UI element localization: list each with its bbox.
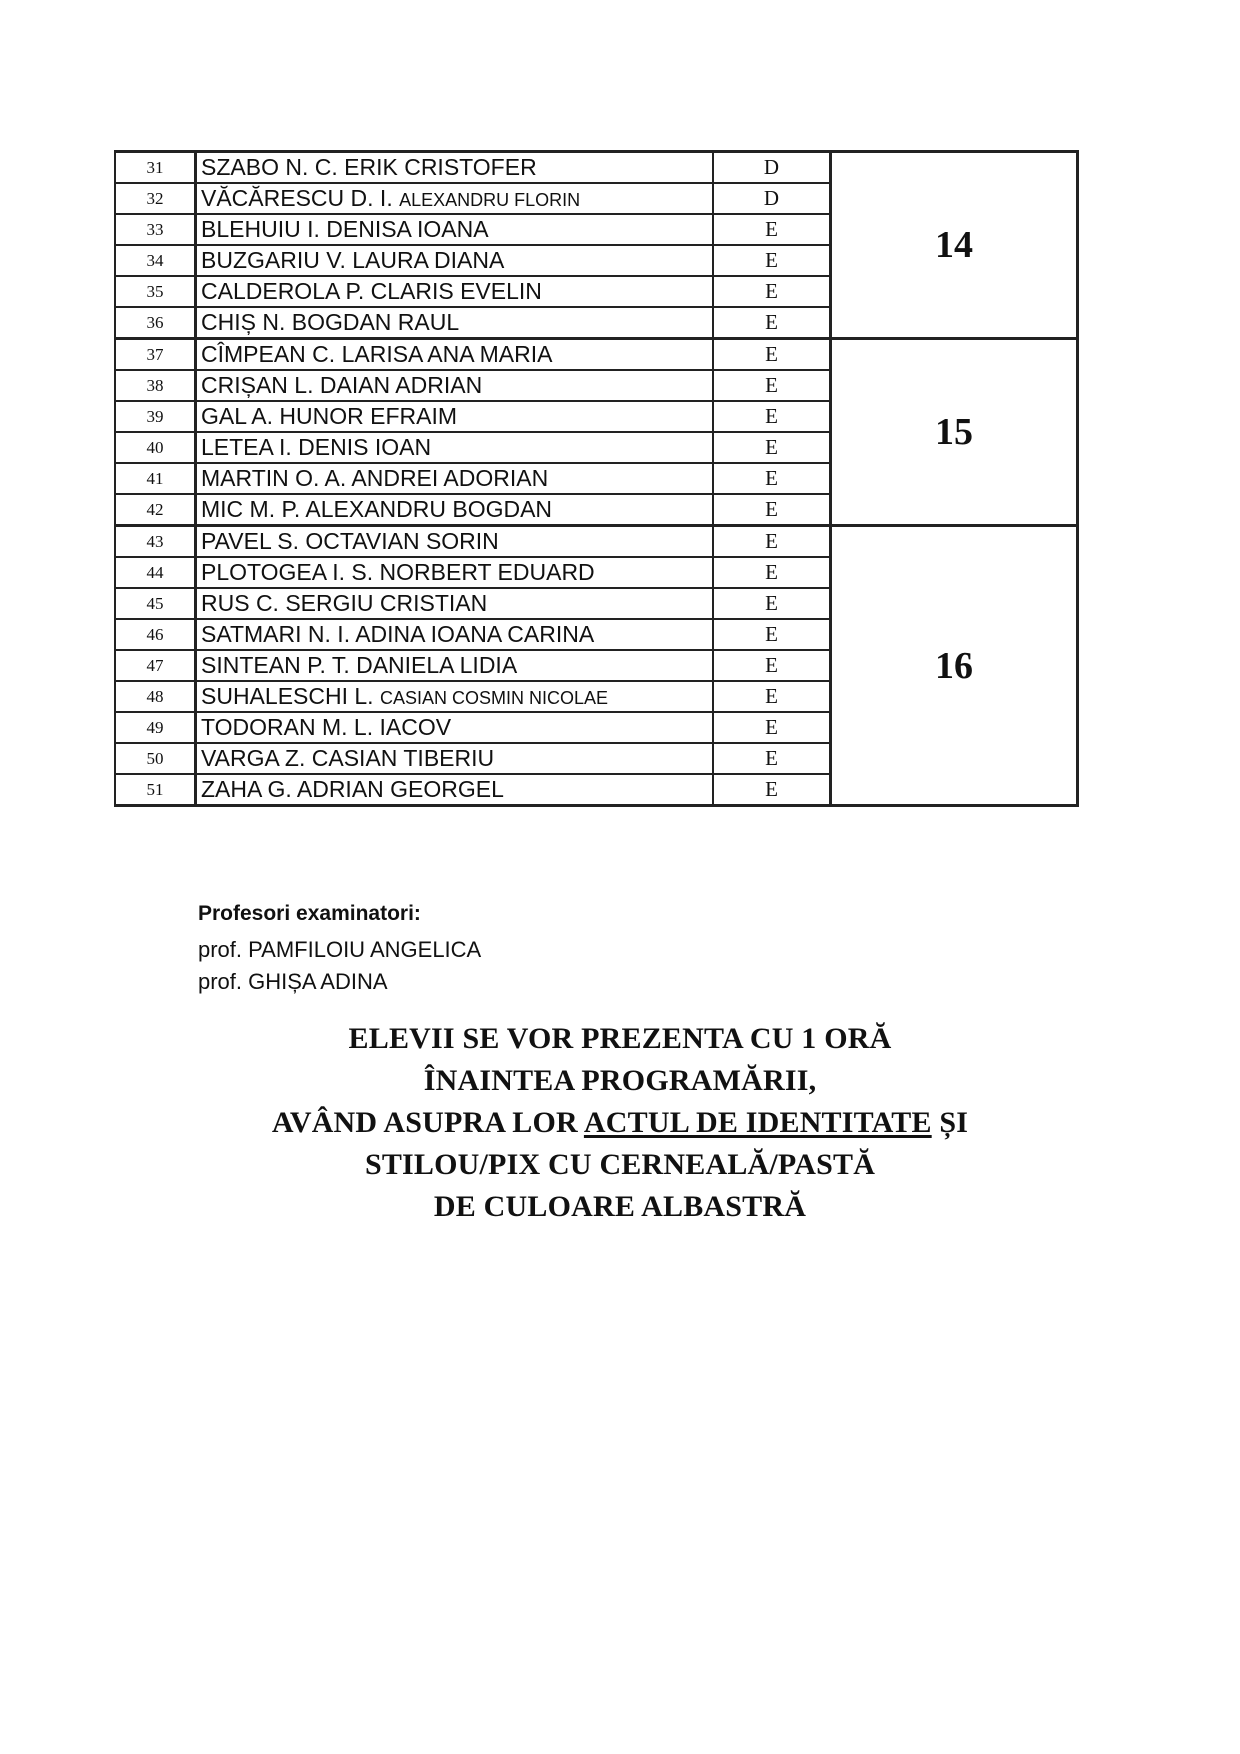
student-name-cell <box>196 276 714 307</box>
row-number: 37 <box>115 339 196 371</box>
category-cell: E <box>713 712 831 743</box>
row-number: 36 <box>115 307 196 339</box>
row-number: 32 <box>115 183 196 214</box>
notice-text: AVÂND ASUPRA LOR <box>271 1106 584 1139</box>
row-number: 31 <box>115 152 196 184</box>
notice-line: STILOU/PIX CU CERNEALĂ/PASTĂ <box>364 1148 876 1181</box>
category-cell: E <box>713 619 831 650</box>
student-name: CALDEROLA P. CLARIS EVELIN <box>201 278 542 304</box>
student-name-cell <box>196 619 714 650</box>
student-given-names: CASIAN COSMIN NICOLAE <box>379 688 608 708</box>
student-name: SINTEAN P. T. DANIELA LIDIA <box>201 652 518 678</box>
category-cell: E <box>713 774 831 806</box>
student-name-cell <box>196 152 714 184</box>
examiners-heading: Profesori examinatori: <box>198 902 421 925</box>
row-number: 33 <box>115 214 196 245</box>
category-cell: E <box>713 214 831 245</box>
row-number: 45 <box>115 588 196 619</box>
student-name: CÎMPEAN C. LARISA ANA MARIA <box>201 341 553 367</box>
category-cell: E <box>713 276 831 307</box>
row-number: 44 <box>115 557 196 588</box>
table-row <box>115 526 1078 558</box>
student-name-cell <box>196 307 714 339</box>
notice-line: ELEVII SE VOR PREZENTA CU 1 ORĂ <box>348 1022 892 1055</box>
row-number: 41 <box>115 463 196 494</box>
table-row <box>115 152 1078 184</box>
notice-block <box>0 1018 1240 1228</box>
student-name-cell <box>196 245 714 276</box>
category-cell: E <box>713 432 831 463</box>
student-name-cell <box>196 743 714 774</box>
category-cell: E <box>713 370 831 401</box>
student-name: SZABO N. C. ERIK CRISTOFER <box>201 154 537 180</box>
student-name: BLEHUIU I. DENISA IOANA <box>201 216 489 242</box>
notice-line: ÎNAINTEA PROGRAMĂRII, <box>423 1064 817 1097</box>
category-cell: E <box>713 557 831 588</box>
student-name-cell <box>196 370 714 401</box>
examiners-block <box>198 898 481 998</box>
student-name: VARGA Z. CASIAN TIBERIU <box>201 745 495 771</box>
group-number: 14 <box>831 152 1078 339</box>
row-number: 46 <box>115 619 196 650</box>
examiner-name: prof. PAMFILOIU ANGELICA <box>198 937 482 962</box>
category-cell: D <box>713 183 831 214</box>
group-number: 15 <box>831 339 1078 526</box>
row-number: 50 <box>115 743 196 774</box>
roster-body <box>115 152 1078 806</box>
student-name-cell <box>196 432 714 463</box>
student-name: RUS C. SERGIU CRISTIAN <box>201 590 488 616</box>
category-cell: E <box>713 681 831 712</box>
student-name: ZAHA G. ADRIAN GEORGEL <box>201 776 504 802</box>
student-name: CRIȘAN L. DAIAN ADRIAN <box>201 372 483 398</box>
student-name-cell <box>196 339 714 371</box>
student-name-cell <box>196 774 714 806</box>
row-number: 42 <box>115 494 196 526</box>
student-name-cell <box>196 557 714 588</box>
category-cell: E <box>713 494 831 526</box>
row-number: 40 <box>115 432 196 463</box>
student-name: VĂCĂRESCU D. I. <box>201 185 400 211</box>
notice-line: DE CULOARE ALBASTRĂ <box>433 1190 807 1223</box>
student-given-names: ALEXANDRU FLORIN <box>399 190 581 210</box>
examiner-name: prof. GHIȘA ADINA <box>198 969 388 994</box>
notice-text: ȘI <box>931 1106 969 1139</box>
student-name: MIC M. P. ALEXANDRU BOGDAN <box>201 496 553 522</box>
student-name: CHIȘ N. BOGDAN RAUL <box>201 309 460 335</box>
student-name-cell <box>196 463 714 494</box>
row-number: 38 <box>115 370 196 401</box>
student-name: BUZGARIU V. LAURA DIANA <box>201 247 505 273</box>
category-cell: D <box>713 152 831 184</box>
category-cell: E <box>713 526 831 558</box>
exam-roster-table <box>114 150 1079 807</box>
category-cell: E <box>713 463 831 494</box>
student-name: TODORAN M. L. IACOV <box>201 714 452 740</box>
row-number: 49 <box>115 712 196 743</box>
student-name: PLOTOGEA I. S. NORBERT EDUARD <box>201 559 595 585</box>
student-name: PAVEL S. OCTAVIAN SORIN <box>201 528 499 554</box>
student-name: MARTIN O. A. ANDREI ADORIAN <box>201 465 549 491</box>
student-name-cell <box>196 681 714 712</box>
row-number: 51 <box>115 774 196 806</box>
category-cell: E <box>713 307 831 339</box>
category-cell: E <box>713 339 831 371</box>
row-number: 47 <box>115 650 196 681</box>
student-name-cell <box>196 588 714 619</box>
row-number: 35 <box>115 276 196 307</box>
row-number: 39 <box>115 401 196 432</box>
category-cell: E <box>713 650 831 681</box>
student-name-cell <box>196 401 714 432</box>
category-cell: E <box>713 245 831 276</box>
student-name: SUHALESCHI L. <box>201 683 380 709</box>
student-name: LETEA I. DENIS IOAN <box>201 434 432 460</box>
student-name: SATMARI N. I. ADINA IOANA CARINA <box>201 621 595 647</box>
table-row <box>115 339 1078 371</box>
student-name-cell <box>196 712 714 743</box>
student-name: GAL A. HUNOR EFRAIM <box>201 403 458 429</box>
student-name-cell <box>196 183 714 214</box>
student-name-cell <box>196 494 714 526</box>
row-number: 48 <box>115 681 196 712</box>
row-number: 34 <box>115 245 196 276</box>
category-cell: E <box>713 588 831 619</box>
row-number: 43 <box>115 526 196 558</box>
category-cell: E <box>713 401 831 432</box>
student-name-cell <box>196 214 714 245</box>
notice-underlined-text: ACTUL DE IDENTITATE <box>583 1106 932 1139</box>
category-cell: E <box>713 743 831 774</box>
group-number: 16 <box>831 526 1078 806</box>
student-name-cell <box>196 526 714 558</box>
student-name-cell <box>196 650 714 681</box>
notice-line <box>0 1102 1240 1144</box>
